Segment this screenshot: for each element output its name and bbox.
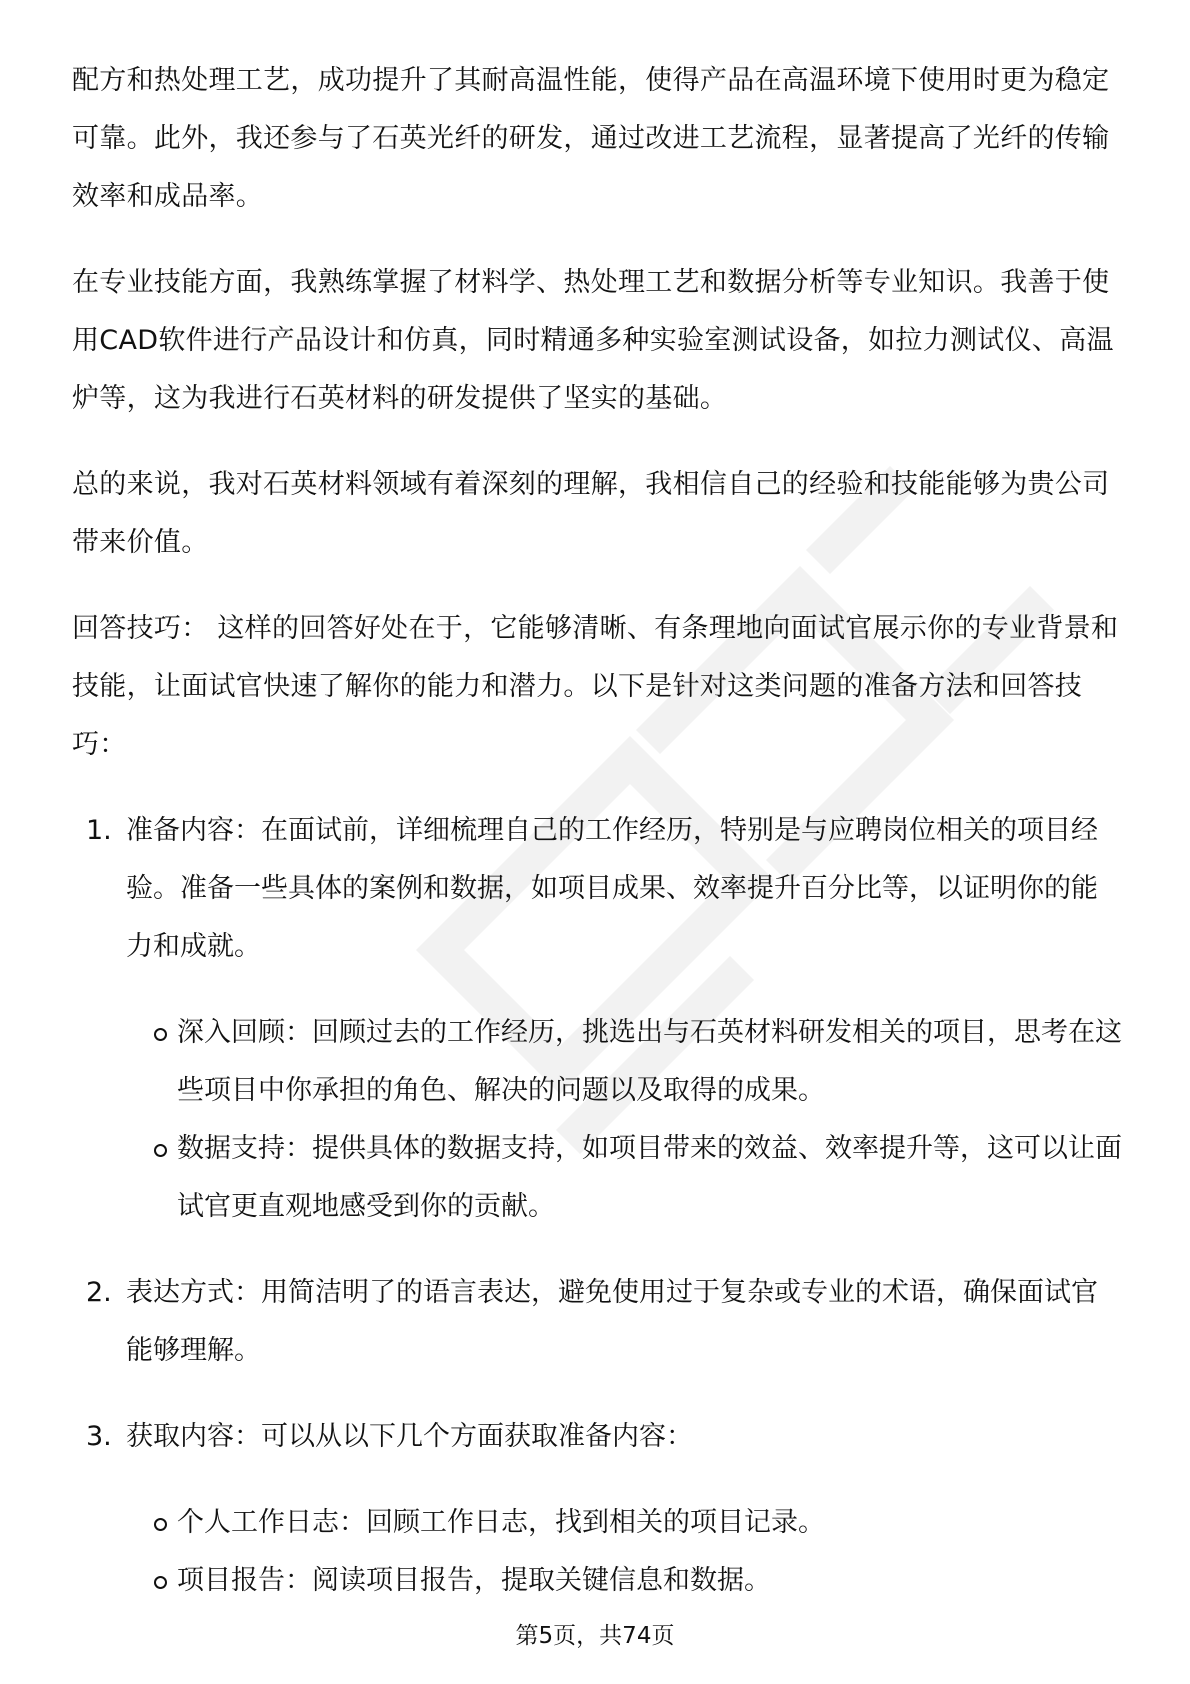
paragraph-4: 回答技巧： 这样的回答好处在于，它能够清晰、有条理地向面试官展示你的专业背景和技能，让面试官快速了解你的能力和潜力。以下是针对这类问题的准备方法和回答技巧： bbox=[72, 613, 1119, 760]
sub-item bbox=[72, 1552, 1122, 1610]
paragraph-1: 配方和热处理工艺，成功提升了其耐高温性能，使得产品在高温环境下使用时更为稳定可靠。此外，我还参与了石英光纤的研发，通过改进工艺流程，显著提高了光纤的传输效率和成品率。 bbox=[72, 65, 1110, 212]
tip-number: 1. bbox=[86, 815, 112, 846]
tips-list bbox=[72, 802, 1122, 976]
sub-item bbox=[72, 1120, 1122, 1236]
sub-item bbox=[72, 1494, 1122, 1552]
sub-item-text: 个人工作日志：回顾工作日志，找到相关的项目记录。 bbox=[177, 1507, 825, 1538]
sub-item bbox=[72, 1004, 1122, 1120]
tip-item-1 bbox=[72, 802, 1122, 976]
hollow-bullet-icon bbox=[154, 1518, 167, 1531]
tip-number: 2. bbox=[86, 1277, 112, 1308]
paragraph-3: 总的来说，我对石英材料领域有着深刻的理解，我相信自己的经验和技能能够为贵公司带来价值。 bbox=[72, 469, 1110, 558]
sub-item-text: 项目报告：阅读项目报告，提取关键信息和数据。 bbox=[177, 1565, 771, 1596]
hollow-bullet-icon bbox=[154, 1028, 167, 1041]
tips-list-cont-2 bbox=[72, 1408, 1122, 1466]
tip-text: 表达方式：用简洁明了的语言表达，避免使用过于复杂或专业的术语，确保面试官能够理解。 bbox=[126, 1277, 1098, 1366]
paragraph-2: 在专业技能方面，我熟练掌握了材料学、热处理工艺和数据分析等专业知识。我善于使用CAD软件进行产品设计和仿真，同时精通多种实验室测试设备，如拉力测试仪、高温炉等，这为我进行石英材料的研发提供了坚实的基础。 bbox=[72, 267, 1114, 414]
sub-item-text: 数据支持：提供具体的数据支持，如项目带来的效益、效率提升等，这可以让面试官更直观地感受到你的贡献。 bbox=[177, 1133, 1122, 1222]
tip-text: 准备内容：在面试前，详细梳理自己的工作经历，特别是与应聘岗位相关的项目经验。准备一些具体的案例和数据，如项目成果、效率提升百分比等，以证明你的能力和成就。 bbox=[126, 815, 1098, 962]
page-footer: 第5页，共74页 bbox=[515, 1623, 675, 1649]
tip-number: 3. bbox=[86, 1421, 112, 1452]
hollow-bullet-icon bbox=[154, 1576, 167, 1589]
tip-item-3 bbox=[72, 1408, 1122, 1466]
hollow-bullet-icon bbox=[154, 1144, 167, 1157]
tip-1-sublist bbox=[72, 1004, 1122, 1236]
tip-item-2 bbox=[72, 1264, 1122, 1380]
sub-item-text: 深入回顾：回顾过去的工作经历，挑选出与石英材料研发相关的项目，思考在这些项目中你承担的角色、解决的问题以及取得的成果。 bbox=[177, 1017, 1122, 1106]
tips-list-cont bbox=[72, 1264, 1122, 1380]
tip-3-sublist bbox=[72, 1494, 1122, 1610]
tip-text: 获取内容：可以从以下几个方面获取准备内容： bbox=[126, 1421, 693, 1452]
document-body bbox=[72, 52, 1122, 1610]
